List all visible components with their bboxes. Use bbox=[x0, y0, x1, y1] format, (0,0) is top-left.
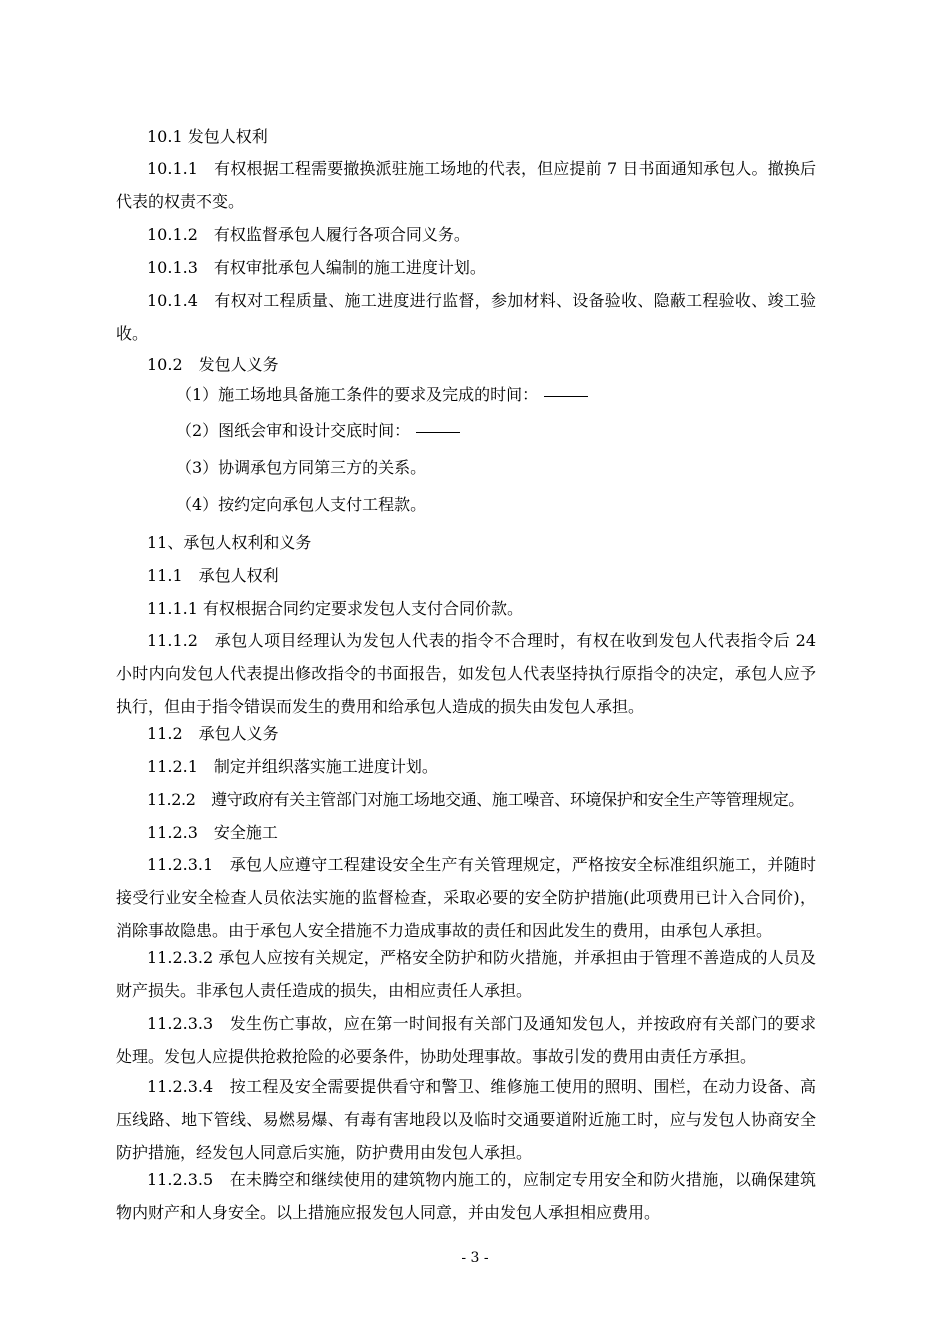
clause-10-1-1: 10.1.1 有权根据工程需要撤换派驻施工场地的代表，但应提前 7 日书面通知承包人。撤换后代表的权责不变。 bbox=[116, 159, 816, 211]
clause-11-1-1: 11.1.1 有权根据合同约定要求发包人支付合同价款。 bbox=[147, 599, 523, 618]
heading-11-1: 11.1 承包人权利 bbox=[147, 566, 279, 585]
duty-item-2-text: （2）图纸会审和设计交底时间： bbox=[176, 421, 411, 440]
clause-11-2-3-2: 11.2.3.2 承包人应按有关规定，严格安全防护和防火措施，并承担由于管理不善造成的人员及财产损失。非承包人责任造成的损失，由相应责任人承担。 bbox=[116, 948, 816, 1000]
duty-item-1-text: （1）施工场地具备施工条件的要求及完成的时间： bbox=[176, 385, 539, 404]
heading-10-1: 10.1 发包人权利 bbox=[147, 127, 268, 146]
clause-11-2-3-3: 11.2.3.3 发生伤亡事故，应在第一时间报有关部门及通知发包人，并按政府有关部门的要求处理。发包人应提供抢救抢险的必要条件，协助处理事故。事故引发的费用由责任方承担。 bbox=[116, 1014, 816, 1066]
duty-item-2 bbox=[176, 414, 460, 447]
clause-10-1-2: 10.1.2 有权监督承包人履行各项合同义务。 bbox=[147, 225, 470, 244]
clause-11-2-3-5: 11.2.3.5 在未腾空和继续使用的建筑物内施工的，应制定专用安全和防火措施，以确保建筑物内财产和人身安全。以上措施应报发包人同意，并由发包人承担相应费用。 bbox=[116, 1170, 816, 1222]
duty-item-4: （4）按约定向承包人支付工程款。 bbox=[176, 495, 427, 514]
page-number: - 3 - bbox=[461, 1250, 489, 1266]
blank-line bbox=[544, 395, 588, 397]
clause-10-1-4: 10.1.4 有权对工程质量、施工进度进行监督，参加材料、设备验收、隐蔽工程验收、竣工验收。 bbox=[116, 291, 816, 343]
clause-11-2-3-4: 11.2.3.4 按工程及安全需要提供看守和警卫、维修施工使用的照明、围栏，在动力设备、高压线路、地下管线、易燃易爆、有毒有害地段以及临时交通要道附近施工时，应与发包人协商安全防护措施，经发包人同意后实施，防护费用由发包人承担。 bbox=[116, 1077, 816, 1162]
heading-11-2: 11.2 承包人义务 bbox=[147, 724, 279, 743]
clause-11-2-1: 11.2.1 制定并组织落实施工进度计划。 bbox=[147, 757, 438, 776]
clause-10-1-3: 10.1.3 有权审批承包人编制的施工进度计划。 bbox=[147, 258, 486, 277]
duty-item-3: （3）协调承包方同第三方的关系。 bbox=[176, 458, 427, 477]
heading-11: 11、承包人权利和义务 bbox=[147, 533, 312, 552]
clause-11-2-3: 11.2.3 安全施工 bbox=[147, 823, 278, 842]
heading-10-2: 10.2 发包人义务 bbox=[147, 355, 279, 374]
clause-11-2-2: 11.2.2 遵守政府有关主管部门对施工场地交通、施工噪音、环境保护和安全生产等管理规定。 bbox=[147, 790, 804, 809]
duty-item-1 bbox=[176, 378, 588, 411]
blank-line bbox=[416, 431, 460, 433]
clause-11-1-2: 11.1.2 承包人项目经理认为发包人代表的指令不合理时，有权在收到发包人代表指令后 24 小时内向发包人代表提出修改指令的书面报告，如发包人代表坚持执行原指令的决定，承包人应予执行，但由于指令错误而发生的费用和给承包人造成的损失由发包人承担。 bbox=[116, 631, 816, 716]
clause-11-2-3-1: 11.2.3.1 承包人应遵守工程建设安全生产有关管理规定，严格按安全标准组织施工，并随时接受行业安全检查人员依法实施的监督检查，采取必要的安全防护措施(此项费用已计入合同价)，消除事故隐患。由于承包人安全措施不力造成事故的责任和因此发生的费用，由承包人承担。 bbox=[116, 855, 816, 940]
